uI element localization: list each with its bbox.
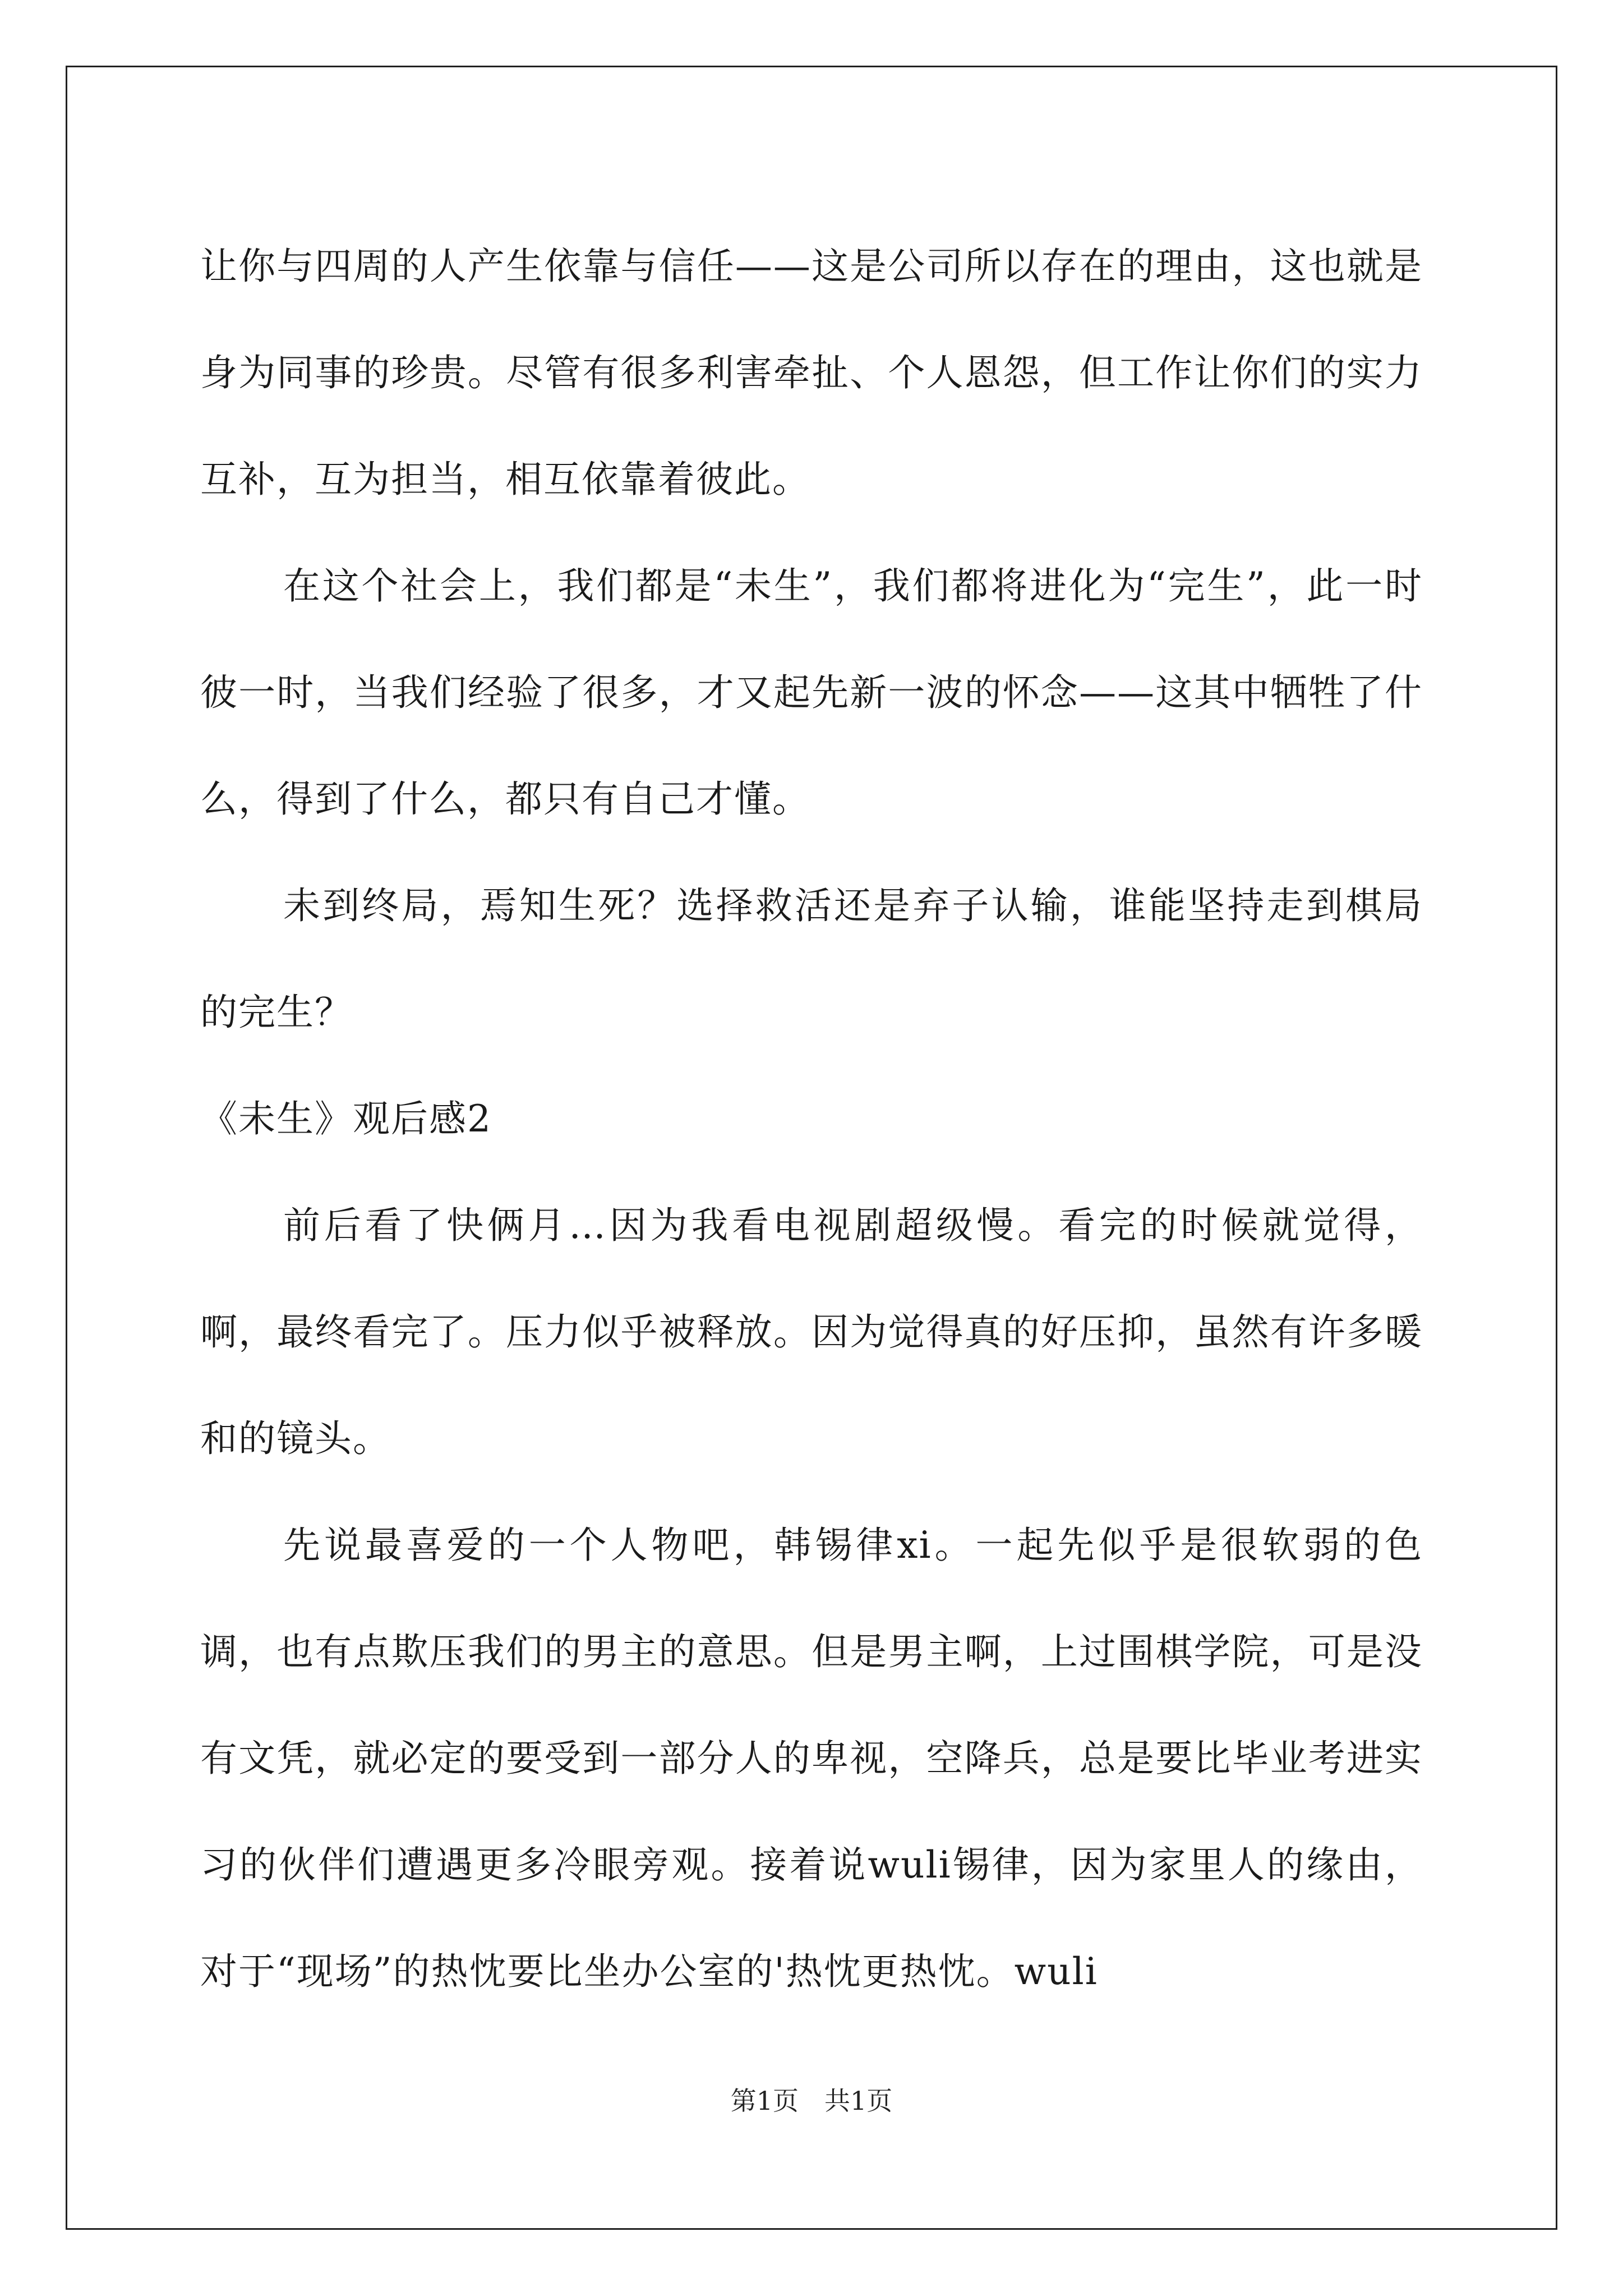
paragraph-3: 未到终局，焉知生死？选择救活还是弃子认输，谁能坚持走到棋局的完生？ xyxy=(200,884,1423,1034)
document-body xyxy=(200,213,1423,2025)
paragraph-5: 先说最喜爱的一个人物吧，韩锡律xi。一起先似乎是很软弱的色调，也有点欺压我们的男主的意思。但是男主啊，上过围棋学院，可是没有文凭，就必定的要受到一部分人的卑视，空降兵，总是要比毕业考进实习的伙伴们遭遇更多冷眼旁观。接着说wuli锡律，因为家里人的缘由，对于“现场”的热忱要比坐办公室的'热忱更热忱。wuli xyxy=(200,1524,1423,1993)
paragraph-4: 前后看了快俩月…因为我看电视剧超级慢。看完的时候就觉得，啊，最终看完了。压力似乎被释放。因为觉得真的好压抑，虽然有许多暖和的镜头。 xyxy=(200,1204,1423,1460)
page-number: 第1页 xyxy=(730,2086,799,2116)
paragraph-2: 在这个社会上，我们都是“未生”，我们都将进化为“完生”，此一时彼一时，当我们经验了很多，才又起先新一波的怀念——这其中牺牲了什么，得到了什么，都只有自己才懂。 xyxy=(200,564,1423,821)
page-total: 共1页 xyxy=(824,2086,893,2116)
paragraph-1: 让你与四周的人产生依靠与信任——这是公司所以存在的理由，这也就是身为同事的珍贵。尽管有很多利害牵扯、个人恩怨，但工作让你们的实力互补，互为担当，相互依靠着彼此。 xyxy=(200,245,1423,501)
section-heading: 《未生》观后感2 xyxy=(200,1097,492,1140)
page-footer xyxy=(0,2084,1623,2118)
